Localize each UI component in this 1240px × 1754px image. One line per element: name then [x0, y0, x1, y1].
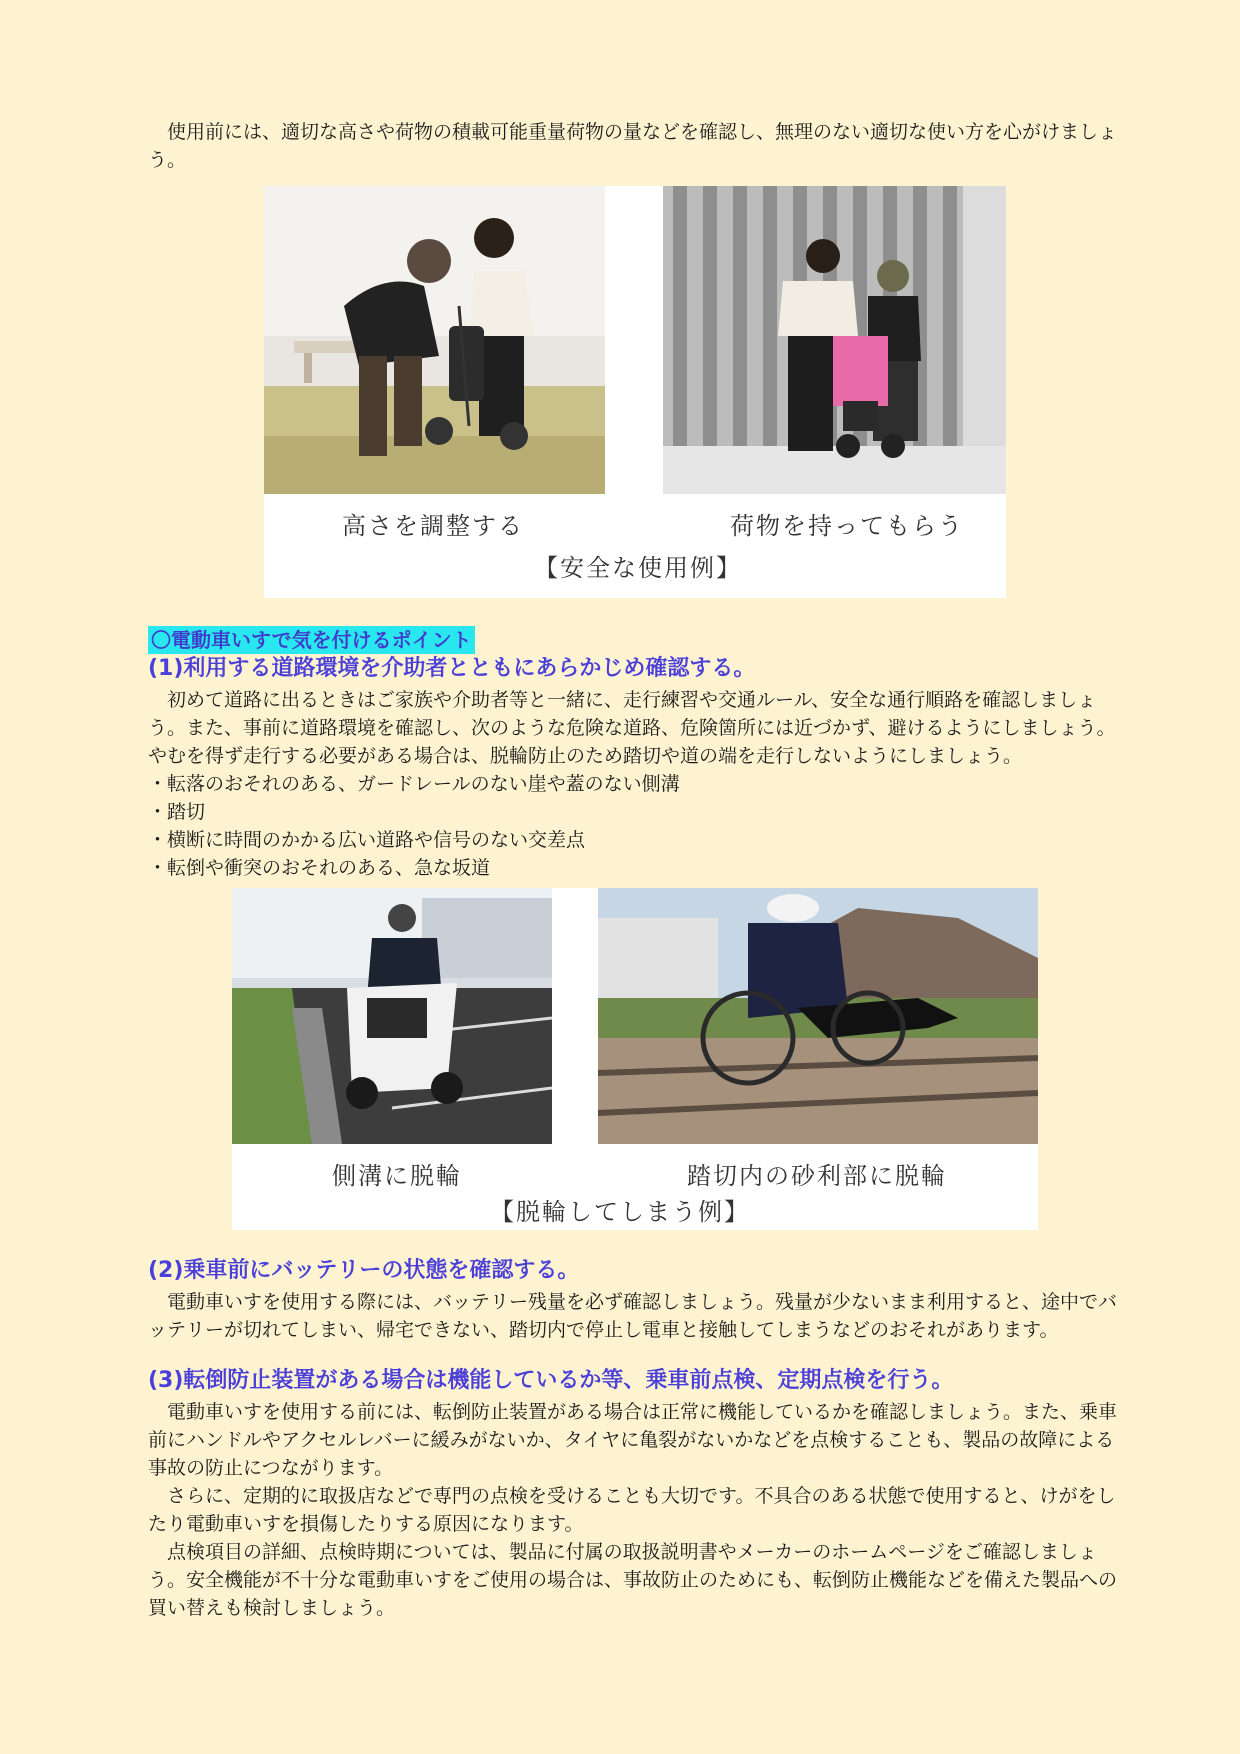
- point3-body-1: 電動車いすを使用する前には、転倒防止装置がある場合は正常に機能しているかを確認しましょう。また、乗車前にハンドルやアクセルレバーに緩みがないか、タイヤに亀裂がないかなどを点検することも、製品の故障による事故の防止につながります。: [148, 1401, 1118, 1479]
- list-item: ・踏切: [148, 801, 206, 823]
- point3-body-3: 点検項目の詳細、点検時期については、製品に付属の取扱説明書やメーカーのホームページをご確認しましょう。安全機能が不十分な電動車いすをご使用の場合は、事故防止のためにも、転倒防止機能などを備えた製品への買い替えも検討しましょう。: [148, 1541, 1118, 1619]
- figure-safe-usage: [264, 186, 1006, 598]
- figure-title-derail: 【脱輪してしまう例】: [490, 1198, 750, 1226]
- point2-heading: (2)乗車前にバッテリーの状態を確認する。: [148, 1258, 580, 1283]
- caption-railway-derail: 踏切内の砂利部に脱輪: [687, 1162, 947, 1190]
- caption-carry-luggage: 荷物を持ってもらう: [730, 512, 964, 540]
- point1-heading: (1)利用する道路環境を介助者とともにあらかじめ確認する。: [148, 656, 756, 681]
- section-title: 〇電動車いすで気を付けるポイント: [148, 626, 475, 654]
- photo-gutter-derail: [232, 888, 552, 1144]
- photo-carry-luggage: [663, 186, 1006, 494]
- caption-gutter-derail: 側溝に脱輪: [332, 1162, 462, 1190]
- list-item: ・横断に時間のかかる広い道路や信号のない交差点: [148, 829, 586, 851]
- caption-height-adjust: 高さを調整する: [342, 512, 524, 540]
- list-item: ・転倒や衝突のおそれのある、急な坂道: [148, 857, 491, 879]
- point1-body: 初めて道路に出るときはご家族や介助者等と一緒に、走行練習や交通ルール、安全な通行順路を確認しましょう。また、事前に道路環境を確認し、次のような危険な道路、危険箇所には近づかず、避けるようにしましょう。やむを得ず走行する必要がある場合は、脱輪防止のため踏切や道の端を走行しないようにしましょう。: [148, 689, 1116, 767]
- photo-height-adjust: [264, 186, 605, 494]
- photo-railway-derail: [598, 888, 1038, 1144]
- hazard-list: [148, 770, 1130, 882]
- figure-title-safe-usage: 【安全な使用例】: [534, 554, 742, 582]
- figure-derail-examples: [232, 888, 1038, 1230]
- point3-heading: (3)転倒防止装置がある場合は機能しているか等、乗車前点検、定期点検を行う。: [148, 1368, 954, 1393]
- intro-paragraph: 使用前には、適切な高さや荷物の積載可能重量荷物の量などを確認し、無理のない適切な使い方を心がけましょう。: [148, 121, 1118, 171]
- point3-body-2: さらに、定期的に取扱店などで専門の点検を受けることも大切です。不具合のある状態で使用すると、けがをしたり電動車いすを損傷したりする原因になります。: [148, 1485, 1116, 1535]
- point2-body: 電動車いすを使用する際には、バッテリー残量を必ず確認しましょう。残量が少ないまま利用すると、途中でバッテリーが切れてしまい、帰宅できない、踏切内で停止し電車と接触してしまうなどのおそれがあります。: [148, 1291, 1118, 1341]
- list-item: ・転落のおそれのある、ガードレールのない崖や蓋のない側溝: [148, 773, 680, 795]
